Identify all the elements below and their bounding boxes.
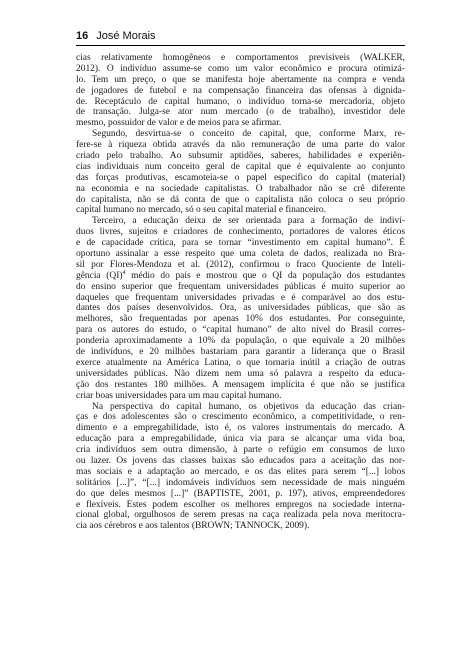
text-line: criar boas universidades para um mau capital humano. <box>76 390 282 401</box>
text-line: cia aos cérebros e aos talentos (BROWN; TANNOCK, 2009). <box>76 521 310 532</box>
text-line: lo. Tem um preço, o que se manifesta hoje abertamente na compra e venda <box>76 74 405 85</box>
text-line: sil por Flores-Mendoza et al. (2012), confirmou o fraco Quociente de Inteli- <box>76 259 405 270</box>
text-line: melhores, são frequentadas por apenas 10% dos estudantes. Por conseguinte, <box>76 314 405 325</box>
text-line: gência (QI)$^4$ médio do país e mostrou que o QI da população dos estudantes <box>76 269 405 281</box>
text-line: na economia e na sociedade capitalistas. O trabalhador não se crê diferente <box>76 183 405 194</box>
text-line: 2012). O indivíduo assume-se como um valor econômico e procura otimizá- <box>76 63 405 74</box>
text-line: daqueles que frequentam universidades privadas e é comparável ao dos estu- <box>76 292 405 303</box>
text-line: ou lazer. Os jovens das classes baixas são educados para a aceitação das nor- <box>76 455 405 466</box>
text-line: de. Receptáculo de capital humano, o indivíduo torna-se mercadoria, objeto <box>76 96 405 107</box>
text-line: e flexíveis. Estes podem escolher os melhores empregos na sociedade interna- <box>76 499 405 510</box>
text-line: Segundo, desvirtua-se o conceito de capital, que, conforme Marx, re- <box>92 129 405 140</box>
text-line: de transação. Julga-se ator num mercado (o de trabalho), investidor dele <box>76 107 405 118</box>
text-line: para os autores do estudo, o “capital humano” de alto nível do Brasil corres- <box>76 325 405 336</box>
text-line: cria indivíduos sem outra dimensão, à parte o refúgio em consumos de luxo <box>76 445 405 456</box>
text-line: solitários [...]”, “[...] indomáveis indivíduos sem necessidade de mais ninguém <box>76 477 405 488</box>
footnote-marker[interactable]: 4 <box>122 269 126 276</box>
text-line: ças e dos adolescentes são o crescimento econômico, a competitividade, o ren- <box>76 412 405 423</box>
text-line: criado pelo trabalho. Ao subsumir aptidões, saberes, habilidades e experiên- <box>76 151 405 162</box>
text-line: dimento e a empregabilidade, isto é, os valores instrumentais do mercado. A <box>76 423 405 434</box>
text-line: capital humano no mercado, só o seu capital material e financeiro. <box>76 205 326 216</box>
text-line: dantes dos países desenvolvidos. Ora, as universidades públicas, que são as <box>76 303 405 314</box>
text-line: ponderia aproximadamente a 10% da população, o que equivale a 20 milhões <box>76 336 405 347</box>
text-line: Na perspectiva do capital humano, os objetivos da educação das crian- <box>92 401 405 412</box>
page-number: 16 <box>76 30 89 42</box>
text-line: Terceiro, a educação deixa de ser orientada para a formação de indiví- <box>92 216 405 227</box>
running-author: José Morais <box>96 30 156 42</box>
text-line: de jogadores de futebol e na compensação financeira das ofensas à dignida- <box>76 85 405 96</box>
text-line: de indivíduos, e 20 milhões bastariam para garantir a liderança que o Brasil <box>76 347 405 358</box>
running-header <box>76 30 406 42</box>
text-line: fere-se à riqueza obtida através da não remuneração de uma parte do valor <box>76 140 405 151</box>
text-line: exerce atualmente na América Latina, o que tornaria inútil a criação de outras <box>76 357 405 368</box>
text-line: oportuno assinalar a esse respeito que uma coleta de dados, realizada no Bra- <box>76 249 405 260</box>
text-line: ção dos restantes 180 milhões. A mensagem implícita é que não se justifica <box>76 379 405 390</box>
text-line: cias individuais num conceito geral de capital que é equivalente ao conjunto <box>76 161 405 172</box>
text-line: das forças produtivas, escamoteia-se o papel específico do capital (material) <box>76 172 405 183</box>
text-line: do ensino superior que frequentam universidades públicas é muito superior ao <box>76 281 405 292</box>
text-line: mas sociais e a adaptação ao mercado, e os das elites para serem “[...] lobos <box>76 466 405 477</box>
text-line: e de capacidade crítica, para se tornar “investimento em capital humano”. É <box>76 238 405 249</box>
text-line: do que deles mesmos [...]” (BAPTISTE, 2001, p. 197), ativos, empreendedores <box>76 488 405 499</box>
header-rule <box>76 45 405 46</box>
text-line: cional global, orgulhosos de serem presas na caça realizada pela nova meritocra- <box>76 510 405 521</box>
text-line: mesmo, possuidor de valor e de meios para se afirmar. <box>76 118 282 129</box>
text-line: cias relativamente homogêneos e comportamentos previsíveis (WALKER, <box>76 53 405 63</box>
text-line: educação para a empregabilidade, única via para se alcançar uma vida boa, <box>76 434 405 445</box>
body-text <box>76 53 405 532</box>
text-line: universidades públicas. Não dizem nem uma só palavra a respeito da educa- <box>76 368 405 379</box>
text-line: do capitalista, não se dá conta de que o capitalista não coloca o seu próprio <box>76 194 405 205</box>
text-line: duos livres, sujeitos e criadores de conhecimento, portadores de valores éticos <box>76 227 405 238</box>
